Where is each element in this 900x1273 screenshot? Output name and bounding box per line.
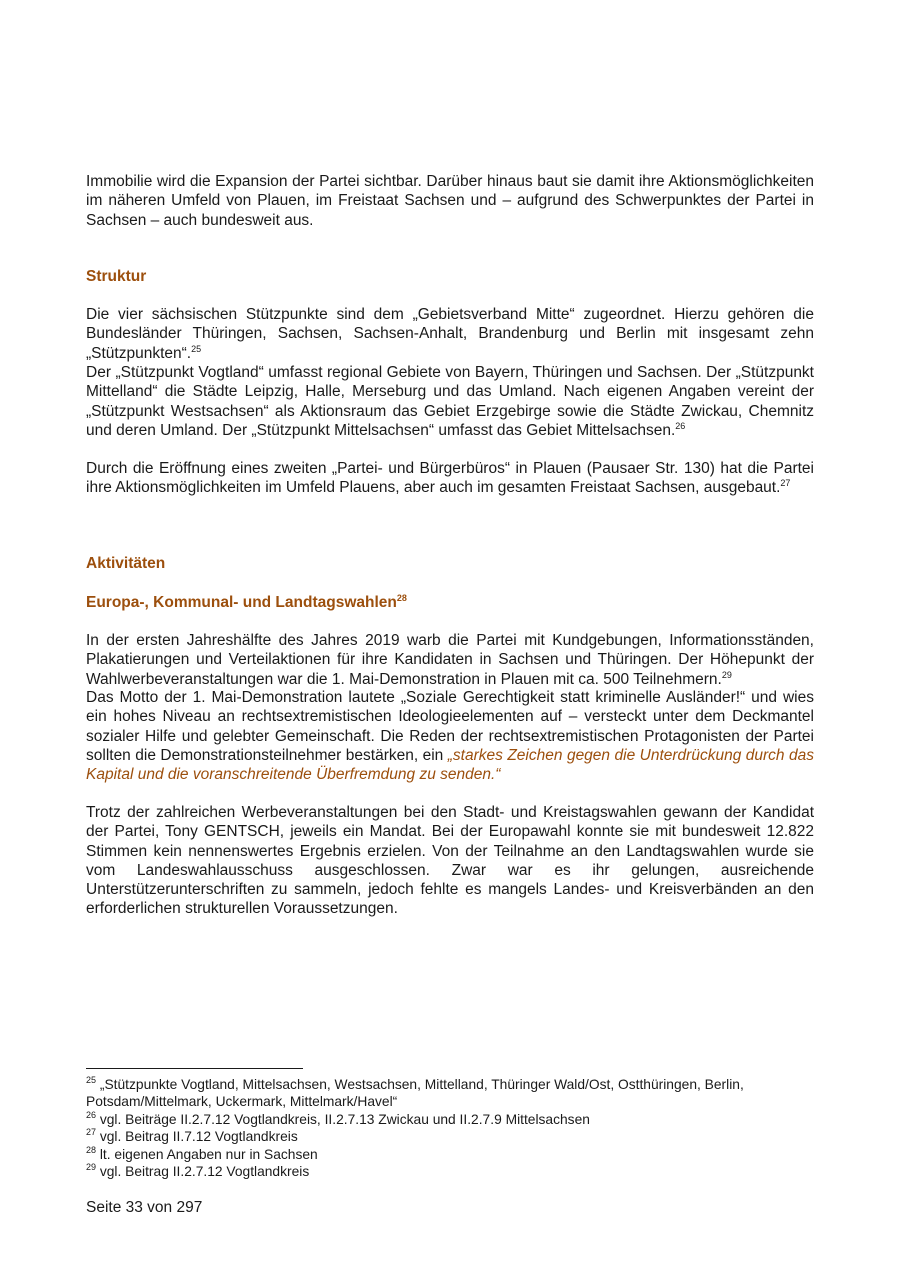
footnote-29: $^{29}$ vgl. Beitrag II.2.7.12 Vogtlandkreis	[86, 1162, 310, 1179]
footnote-26: $^{26}$ vgl. Beiträge II.2.7.12 Vogtlandkreis, II.2.7.13 Zwickau und II.2.7.9 Mittelsachsen	[86, 1110, 590, 1127]
aktivitaeten-paragraph-1a: In der ersten Jahreshälfte des Jahres 2019 warb die Partei mit Kundgebungen, Informationsständen, Plakatierungen und Verteilaktionen für ihre Kandidaten in Sachsen und Thüringen. Der Höhepunkt der Wahlwerbeveranstaltungen war die 1. Mai-Demonstration in Plauen mit ca. 500 Teilnehmern.$^{29}$	[86, 632, 814, 688]
section-heading-struktur: Struktur	[86, 268, 147, 285]
struktur-paragraph-2: Der „Stützpunkt Vogtland“ umfasst regional Gebiete von Bayern, Thüringen und Sachsen. Der „Stützpunkt Mittelland“ die Städte Leipzig, Halle, Merseburg und das Umland. Nach eigenen Angaben vereint der „Stützpunkt Westsachsen“ als Aktionsraum das Gebiet Erzgebirge sowie die Städte Zwickau, Chemnitz und deren Umland. Der „Stützpunkt Mittelsachsen“ umfasst das Gebiet Mittelsachsen.$^{26}$	[86, 364, 814, 439]
aktivitaeten-paragraph-1b: Das Motto der 1. Mai-Demonstration lautete „Soziale Gerechtigkeit statt kriminelle Ausländer!“ und wies ein hohes Niveau an rechtsextremistischen Ideologieelementen auf – versteckt unter dem Deckmantel sozialer Hilfe und gelebter Gemeinschaft. Die Reden der rechtsextremistischen Protagonisten der Partei sollten die Demonstrationsteilnehmer bestärken, ein „starkes Zeichen gegen die Unterdrückung durch das Kapital und die voranschreitende Überfremdung zu senden.“	[86, 689, 814, 784]
intro-paragraph: Immobilie wird die Expansion der Partei sichtbar. Darüber hinaus baut sie damit ihre Aktionsmöglichkeiten im näheren Umfeld von Plauen, im Freistaat Sachsen und – aufgrund des Schwerpunktes der Partei in Sachsen – auch bundesweit aus.	[86, 173, 814, 229]
struktur-paragraph-3: Durch die Eröffnung eines zweiten „Partei- und Bürgerbüros“ in Plauen (Pausaer Str. 130) hat die Partei ihre Aktionsmöglichkeiten im Umfeld Plauens, aber auch im gesamten Freistaat Sachsen, ausgebaut.$^{27}$	[86, 460, 814, 497]
footnote-28: $^{28}$ lt. eigenen Angaben nur in Sachsen	[86, 1145, 318, 1162]
footnote-divider	[86, 1068, 303, 1069]
footnote-ref-27[interactable]: 27	[780, 478, 791, 489]
demo-quote: „starkes Zeichen gegen die Unterdrückung durch das Kapital und die voranschreitende Überfremdung zu senden.“	[86, 746, 814, 784]
footnote-25: $^{25}$ „Stützpunkte Vogtland, Mittelsachsen, Westsachsen, Mittelland, Thüringer Wald/Ost, Ostthüringen, Berlin, Potsdam/Mittelmark, Uckermark, Mittelmark/Havel“	[86, 1075, 744, 1110]
subsection-heading-wahlen: Europa-, Kommunal- und Landtagswahlen$^{28}$	[86, 593, 407, 611]
footnote-ref-28[interactable]: 28	[396, 593, 407, 603]
footnote-27: $^{27}$ vgl. Beitrag II.7.12 Vogtlandkreis	[86, 1127, 298, 1144]
footnote-ref-29[interactable]: 29	[721, 669, 732, 680]
aktivitaeten-paragraph-2: Trotz der zahlreichen Werbeveranstaltungen bei den Stadt- und Kreistagswahlen gewann der Kandidat der Partei, Tony GENTSCH, jeweils ein Mandat. Bei der Europawahl konnte sie mit bundesweit 12.822 Stimmen kein nennenswertes Ergebnis erzielen. Von der Teilnahme an den Landtagswahlen wurde sie vom Landeswahlausschuss ausgeschlossen. Zwar war es ihr gelungen, ausreichende Unterstützerunterschriften zu sammeln, jedoch fehlte es mangels Landes- und Kreisverbänden an den erforderlichen strukturellen Voraussetzungen.	[86, 804, 814, 918]
footnote-ref-26[interactable]: 26	[675, 420, 686, 431]
page-number: Seite 33 von 297	[86, 1199, 203, 1216]
footnote-ref-25[interactable]: 25	[191, 343, 202, 354]
struktur-paragraph-1: Die vier sächsischen Stützpunkte sind dem „Gebietsverband Mitte“ zugeordnet. Hierzu gehören die Bundesländer Thüringen, Sachsen, Sachsen-Anhalt, Brandenburg und Berlin mit insgesamt zehn „Stützpunkten“.$^{25}$	[86, 306, 814, 362]
section-heading-aktivitaeten: Aktivitäten	[86, 555, 166, 572]
